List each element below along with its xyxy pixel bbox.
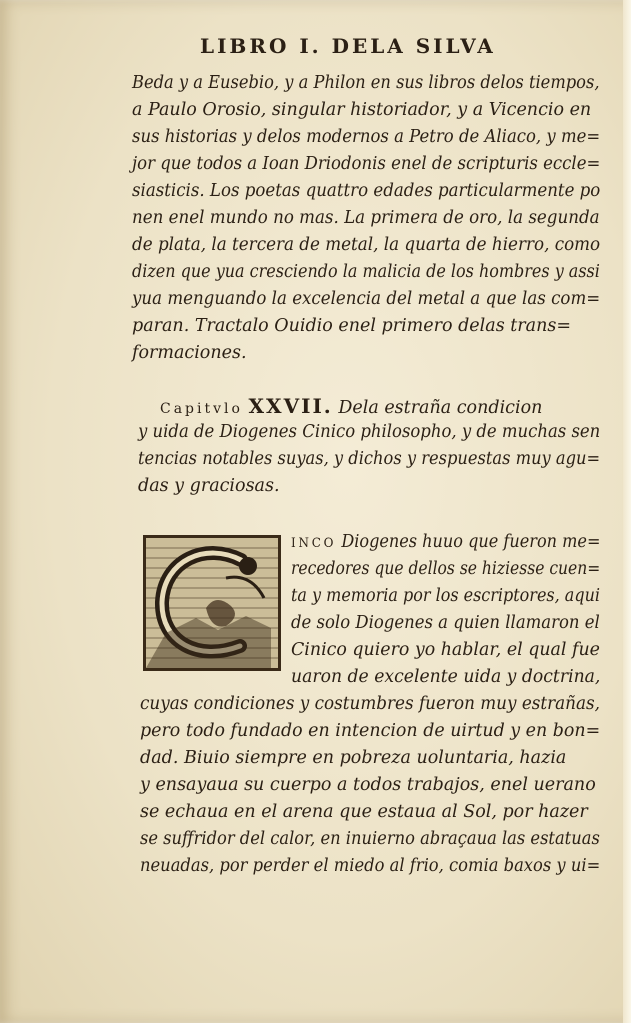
text-line: ta y memoria por los escriptores, aqui — [291, 586, 601, 606]
text-line: pero todo fundado en intencion de uirtud y en bon= — [140, 721, 601, 741]
text-line: dad. Biuio siempre en pobreza uoluntaria, hazia — [140, 748, 567, 768]
text-line: dizen que yua cresciendo la malicia de los hombres y assi — [132, 262, 600, 282]
chapter-title-line: das y graciosas. — [138, 476, 280, 496]
text-line: siasticis. Los poetas quattro edades particularmente po — [132, 181, 601, 201]
text-line: se suffridor del calor, en inuierno abraçaua las estatuas — [140, 829, 600, 849]
chapter-heading — [160, 394, 542, 418]
chapter-label: Capitvlo — [160, 401, 243, 417]
initial-word-rest: INCO — [291, 536, 337, 551]
text-line: yua menguando la excelencia del metal a que las com= — [132, 289, 601, 309]
text-line: cuyas condiciones y costumbres fueron muy estrañas, — [140, 694, 600, 714]
text-line-first — [291, 532, 600, 552]
text-line: neuadas, por perder el miedo al frio, comia baxos y ui= — [140, 856, 601, 876]
text-line: sus historias y delos modernos a Petro de Aliaco, y me= — [132, 127, 601, 147]
text-line: nen enel mundo no mas. La primera de oro, la segunda — [132, 208, 600, 228]
text-line: a Paulo Orosio, singular historiador, y a Vicencio en — [132, 100, 592, 120]
woodcut-initial-c-icon — [143, 535, 281, 671]
chapter-title: Dela estraña condicion — [338, 398, 543, 418]
text-line: Beda y a Eusebio, y a Philon en sus libros delos tiempos, — [132, 73, 600, 93]
text-line: de plata, la tercera de metal, la quarta de hierro, como — [132, 235, 601, 255]
text-line: jor que todos a Ioan Driodonis enel de scripturis eccle= — [132, 154, 601, 174]
chapter-number: XXVII. — [248, 394, 333, 418]
text-line-continuation: Diogenes huuo que fueron me= — [336, 532, 601, 552]
chapter-title-line: y uida de Diogenes Cinico philosopho, y de muchas sen — [138, 422, 601, 442]
running-head: LIBRO I. DELA SILVA — [200, 34, 496, 58]
text-line: y ensayaua su cuerpo a todos trabajos, enel uerano — [140, 775, 596, 795]
text-line: paran. Tractalo Ouidio enel primero delas trans= — [132, 316, 571, 336]
text-line: se echaua en el arena que estaua al Sol, por hazer — [140, 802, 588, 822]
text-line: uaron de excelente uida y doctrina, — [291, 667, 601, 687]
text-line: recedores que dellos se hiziesse cuen= — [291, 559, 601, 579]
text-line: Cinico quiero yo hablar, el qual fue — [291, 640, 600, 660]
text-line: de solo Diogenes a quien llamaron el — [291, 613, 600, 633]
chapter-title-line: tencias notables suyas, y dichos y respuestas muy agu= — [138, 449, 601, 469]
text-line: formaciones. — [132, 343, 247, 363]
